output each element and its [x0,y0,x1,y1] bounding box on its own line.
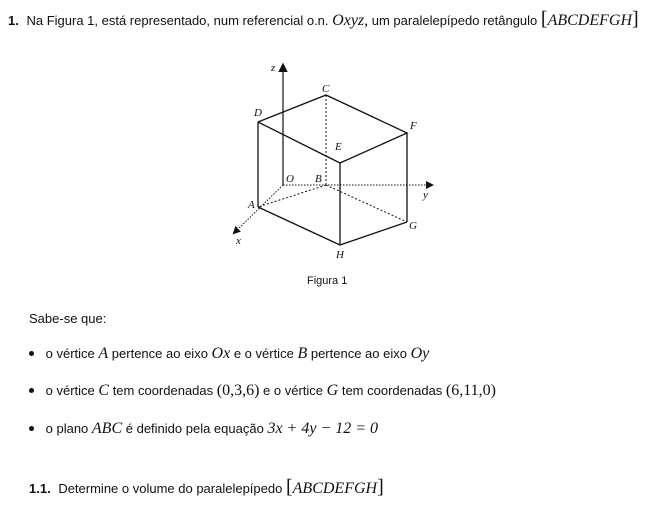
plane-abc: ABC [91,420,123,437]
bullet-item [29,382,496,400]
label-g: G [409,220,417,232]
bullet-item [29,420,378,438]
bullet-text: e o vértice [233,346,294,361]
figure-caption: Figura 1 [307,275,348,287]
bracket-close: ] [632,8,639,30]
solid-name: ABCDEFGH [547,12,633,29]
label-a: A [248,199,255,211]
bullet-dot-icon [29,351,34,356]
bullet-text: e o vértice [263,383,324,398]
solid-name: ABCDEFGH [292,480,378,497]
vertex-b: B [297,345,308,362]
plane-equation: 3x + 4y − 12 = 0 [267,420,379,437]
coords-g: (6,11,0) [445,382,496,399]
question-1-1 [29,476,384,499]
label-f: F [410,120,417,132]
bullet-text: tem coordenadas [341,383,443,398]
edge-bg [326,185,407,222]
axis-oy: Oy [410,345,430,362]
label-b: B [315,173,322,185]
edge-ba [258,185,326,207]
label-e: E [335,141,342,153]
question-number: 1. [8,13,19,28]
bullet-text: tem coordenadas [112,383,214,398]
frame-name: Oxyz, [332,12,369,29]
label-d: D [254,107,262,119]
question-number: 1.1. [29,481,51,496]
bullet-text: pertence ao eixo [310,346,407,361]
bracket-open: [ [285,476,293,498]
axis-ox: Ox [211,345,231,362]
vertex-c: C [98,382,110,399]
vertex-a: A [98,345,109,362]
question-text-2: um paralelepípedo retângulo [371,13,538,28]
bullet-dot-icon [29,426,34,431]
bracket-close: ] [377,476,384,498]
label-o: O [286,173,294,185]
label-h: H [336,249,344,261]
question-1 [8,8,639,31]
label-z: z [271,62,276,74]
edge-ah [258,207,340,245]
bullet-text: o plano [45,421,89,436]
edge-hg [340,222,407,245]
label-x: x [236,235,241,247]
bullet-text: o vértice [45,383,95,398]
vertex-g: G [326,382,339,399]
label-y: y [423,189,428,201]
question-text: Na Figura 1, está representado, num referencial o.n. [26,13,329,28]
question-text: Determine o volume do paralelepípedo [58,481,283,496]
bullet-dot-icon [29,388,34,393]
bullet-text: o vértice [45,346,95,361]
coords-c: (0,3,6) [216,382,260,399]
bullet-item [29,345,429,363]
intro-text: Sabe-se que: [29,311,107,326]
bullet-text: pertence ao eixo [111,346,208,361]
label-c: C [322,83,330,95]
top-face [258,95,407,163]
figure-1 [220,55,450,270]
bracket-open: [ [540,8,548,30]
bullet-text: é definido pela equação [125,421,264,436]
